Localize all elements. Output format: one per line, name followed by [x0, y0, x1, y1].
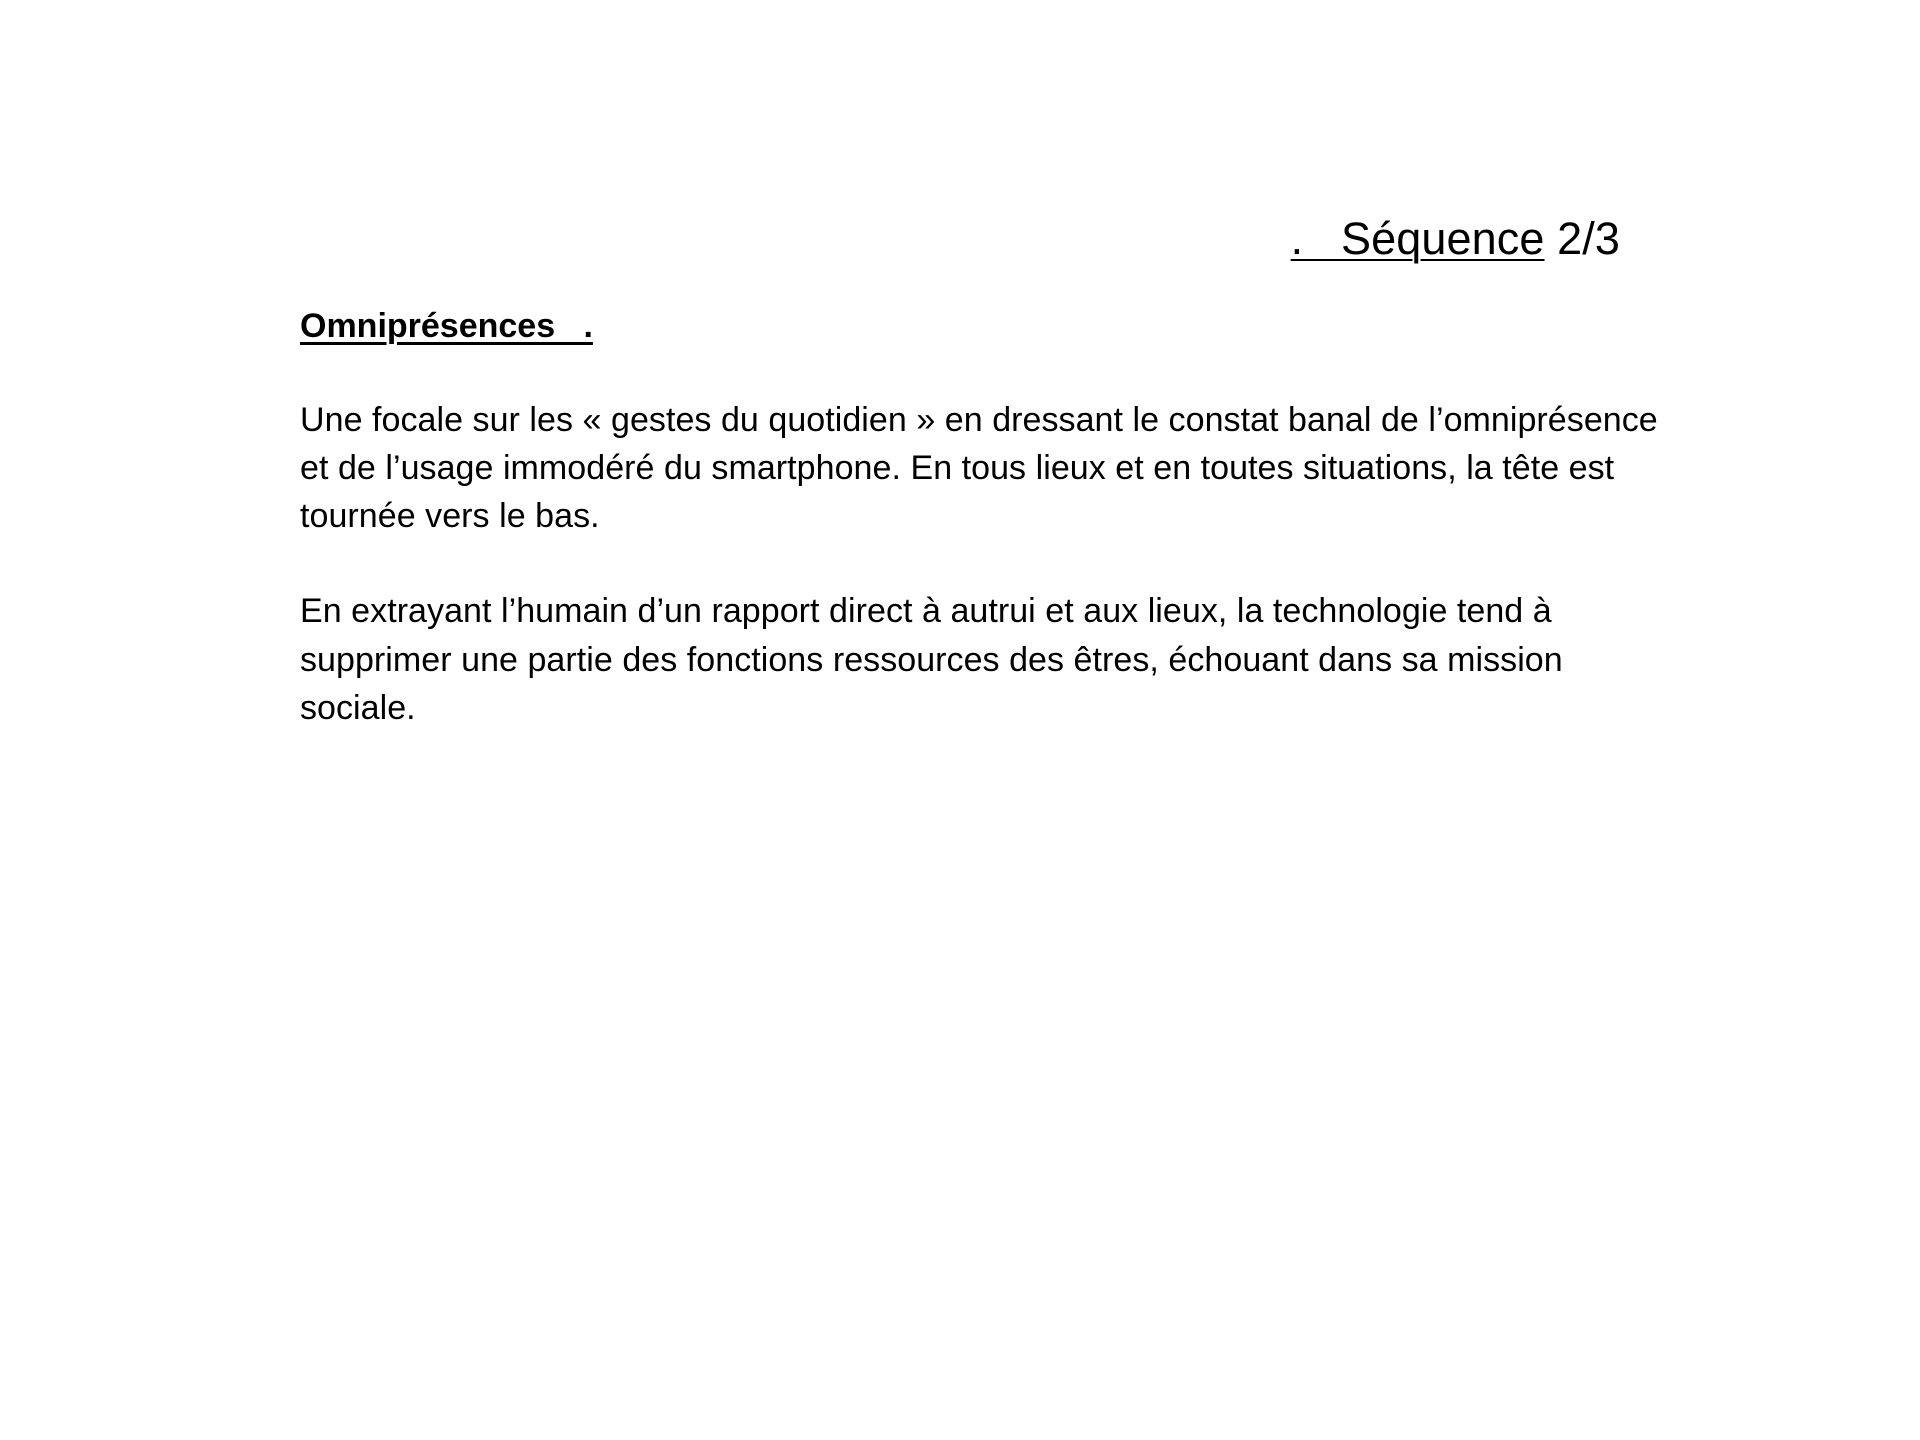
- section-heading-row: [300, 305, 1670, 348]
- paragraph-1: Une focale sur les « gestes du quotidien » en dressant le constat banal de l’omniprésence et de l’usage immodéré du smartphone. En tous lieux et en toutes situations, la tête est tournée vers le bas.: [300, 400, 1658, 536]
- heading-paragraph-spacer: [300, 348, 1670, 396]
- slide-title: [300, 213, 1620, 265]
- section-heading-omnipresences: Omniprésences .: [300, 307, 593, 345]
- slide-title-sequence-number: 2/3: [1544, 213, 1620, 264]
- slide-body: [300, 305, 1670, 732]
- slide-title-underlined-text: . Séquence: [1290, 213, 1545, 264]
- paragraph-spacer: [300, 540, 1670, 587]
- paragraph-2: En extrayant l’humain d’un rapport direct à autrui et aux lieux, la technologie tend à supprimer une partie des fonctions ressources des êtres, échouant dans sa mission sociale.: [300, 592, 1563, 727]
